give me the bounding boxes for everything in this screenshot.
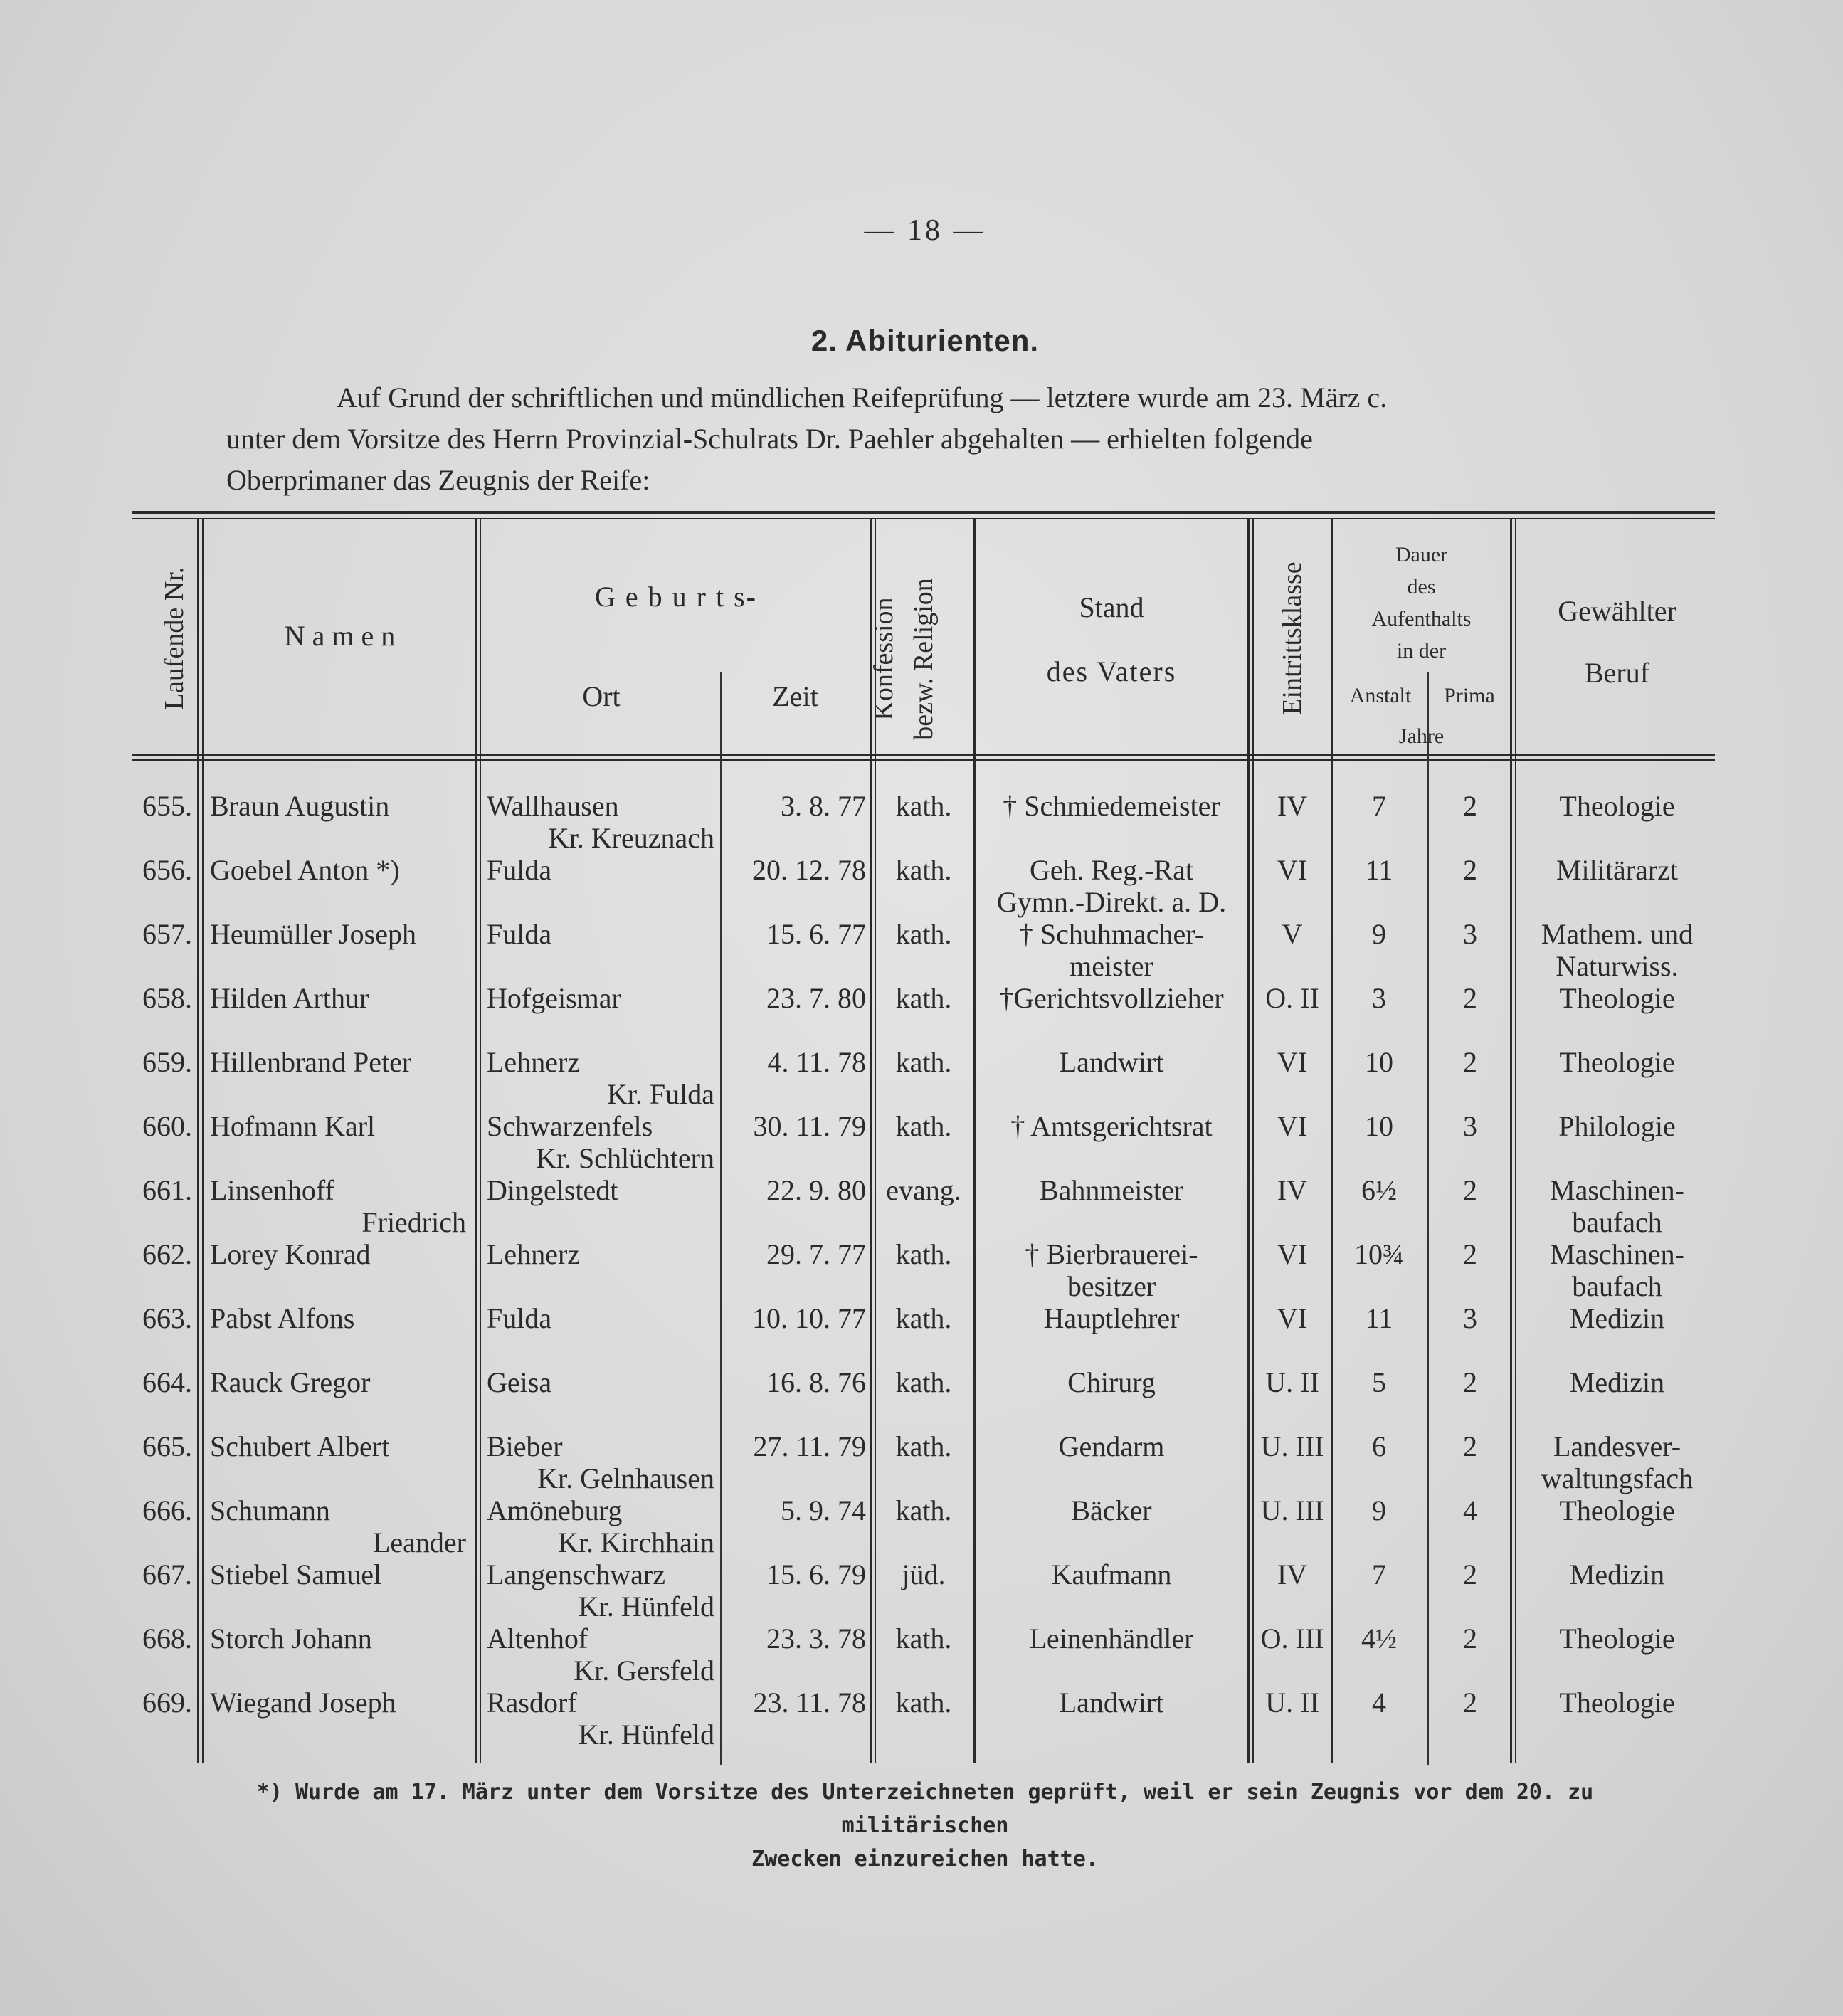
cell-prima: 2: [1463, 1558, 1477, 1590]
cell-konf: kath.: [895, 1494, 952, 1526]
header-eintrittsklasse: Eintrittsklasse: [1277, 561, 1307, 715]
cell-ort2: Kr. Gelnhausen: [537, 1462, 714, 1494]
header-dauer-line2: des: [1407, 575, 1436, 598]
column-divider: [1515, 518, 1516, 1763]
header-ort: Ort: [582, 680, 621, 712]
cell-name: Hilden Arthur: [210, 982, 369, 1014]
cell-prima: 2: [1463, 1366, 1477, 1398]
cell-konf: kath.: [895, 1687, 952, 1719]
table-top-rule-thin: [132, 518, 1715, 519]
cell-klasse: VI: [1277, 854, 1308, 886]
footnote-line-1: *) Wurde am 17. März unter dem Vorsitze des Unterzeichneten geprüft, weil er sein Zeugnis vor dem 20. zu militärischen: [256, 1780, 1594, 1838]
header-laufende-nr: Laufende Nr.: [159, 566, 189, 710]
header-geburts: G e b u r t s-: [595, 581, 757, 613]
cell-ort: Fulda: [487, 1302, 552, 1334]
cell-nr: 663.: [142, 1302, 192, 1334]
column-divider: [720, 672, 722, 1765]
cell-stand: Hauptlehrer: [1043, 1302, 1180, 1334]
section-heading: 2. Abiturienten.: [810, 324, 1040, 357]
column-divider: [475, 518, 477, 1763]
cell-ort: Altenhof: [487, 1622, 588, 1655]
cell-zeit: 23. 7. 80: [766, 982, 866, 1014]
cell-beruf: Landesver-: [1553, 1430, 1681, 1462]
cell-beruf: Theologie: [1559, 790, 1675, 822]
cell-ort: Geisa: [487, 1366, 552, 1398]
cell-zeit: 23. 3. 78: [766, 1622, 866, 1655]
cell-zeit: 30. 11. 79: [753, 1110, 866, 1142]
column-divider: [1247, 518, 1250, 1763]
cell-anstalt: 10¾: [1354, 1238, 1404, 1270]
header-konfession: [864, 552, 944, 766]
cell-beruf: Maschinen-: [1550, 1238, 1684, 1270]
cell-konf: kath.: [895, 1110, 952, 1142]
cell-name: Linsenhoff: [210, 1174, 334, 1206]
cell-klasse: IV: [1277, 1558, 1308, 1590]
cell-konf: kath.: [895, 982, 952, 1014]
cell-zeit: 10. 10. 77: [752, 1302, 866, 1334]
cell-ort: Rasdorf: [487, 1687, 577, 1719]
cell-nr: 667.: [142, 1558, 192, 1590]
cell-prima: 2: [1463, 1430, 1477, 1462]
cell-prima: 2: [1463, 790, 1477, 822]
cell-anstalt: 11: [1365, 1302, 1393, 1334]
cell-beruf: Theologie: [1559, 1494, 1675, 1526]
cell-beruf: Theologie: [1559, 982, 1675, 1014]
cell-nr: 661.: [142, 1174, 192, 1206]
cell-beruf: Philologie: [1558, 1110, 1676, 1142]
cell-konf: kath.: [895, 1238, 952, 1270]
column-divider: [480, 518, 481, 1763]
header-anstalt: Anstalt: [1349, 684, 1412, 707]
header-namen: N a m e n: [284, 620, 396, 652]
cell-zeit: 22. 9. 80: [766, 1174, 866, 1206]
cell-name2: Friedrich: [361, 1206, 466, 1238]
cell-zeit: 16. 8. 76: [766, 1366, 866, 1398]
intro-line-3: Oberprimaner das Zeugnis der Reife:: [226, 464, 650, 496]
cell-stand2: meister: [1070, 950, 1153, 982]
cell-prima: 2: [1463, 854, 1477, 886]
cell-stand: Gendarm: [1058, 1430, 1165, 1462]
cell-stand: Landwirt: [1059, 1046, 1164, 1078]
cell-name: Storch Johann: [210, 1622, 372, 1655]
cell-stand: Chirurg: [1067, 1366, 1156, 1398]
cell-prima: 2: [1463, 982, 1477, 1014]
cell-zeit: 4. 11. 78: [767, 1046, 866, 1078]
page-number: — 18 —: [864, 214, 986, 247]
cell-anstalt: 10: [1365, 1046, 1393, 1078]
cell-konf: kath.: [895, 1302, 952, 1334]
cell-ort: Amöneburg: [487, 1494, 623, 1526]
cell-anstalt: 4: [1372, 1687, 1386, 1719]
footnote-line-2: Zwecken einzureichen hatte.: [751, 1847, 1099, 1872]
cell-stand: †Gerichtsvollzieher: [999, 982, 1224, 1014]
cell-klasse: VI: [1277, 1302, 1308, 1334]
cell-nr: 669.: [142, 1687, 192, 1719]
cell-prima: 3: [1463, 1110, 1477, 1142]
cell-klasse: VI: [1277, 1238, 1308, 1270]
cell-klasse: U. II: [1265, 1687, 1319, 1719]
cell-ort2: Kr. Gersfeld: [574, 1655, 714, 1687]
cell-prima: 2: [1463, 1238, 1477, 1270]
header-prima: Prima: [1444, 684, 1495, 707]
cell-klasse: IV: [1277, 1174, 1308, 1206]
cell-stand: Bäcker: [1071, 1494, 1152, 1526]
cell-nr: 664.: [142, 1366, 192, 1398]
cell-ort: Wallhausen: [487, 790, 619, 822]
cell-ort2: Kr. Hünfeld: [578, 1719, 714, 1751]
cell-stand: Leinenhändler: [1029, 1622, 1194, 1655]
cell-ort: Schwarzenfels: [487, 1110, 653, 1142]
cell-prima: 2: [1463, 1622, 1477, 1655]
cell-beruf: Theologie: [1559, 1622, 1675, 1655]
cell-ort2: Kr. Kirchhain: [558, 1526, 714, 1558]
cell-ort: Bieber: [487, 1430, 563, 1462]
cell-name: Goebel Anton *): [210, 854, 400, 886]
cell-klasse: V: [1282, 918, 1303, 950]
cell-klasse: U. III: [1260, 1430, 1324, 1462]
footnote: [185, 1775, 1665, 1876]
cell-konf: kath.: [895, 1430, 952, 1462]
cell-ort: Dingelstedt: [487, 1174, 618, 1206]
cell-beruf: Maschinen-: [1550, 1174, 1684, 1206]
cell-stand2: besitzer: [1067, 1270, 1156, 1302]
cell-konf: jüd.: [902, 1558, 946, 1590]
cell-ort: Hofgeismar: [487, 982, 621, 1014]
cell-nr: 665.: [142, 1430, 192, 1462]
cell-konf: kath.: [895, 854, 952, 886]
cell-name: Hillenbrand Peter: [210, 1046, 412, 1078]
cell-anstalt: 5: [1372, 1366, 1386, 1398]
cell-ort: Lehnerz: [487, 1238, 581, 1270]
intro-line-1: Auf Grund der schriftlichen und mündlichen Reifeprüfung — letztere wurde am 23. März c.: [337, 381, 1388, 413]
cell-konf: kath.: [895, 918, 952, 950]
cell-beruf: Medizin: [1569, 1558, 1665, 1590]
header-dauer-line1: Dauer: [1395, 543, 1448, 566]
cell-name: Braun Augustin: [210, 790, 390, 822]
dauer-subdivider: [1427, 676, 1429, 712]
cell-name: Stiebel Samuel: [210, 1558, 382, 1590]
cell-zeit: 5. 9. 74: [781, 1494, 866, 1526]
cell-zeit: 20. 12. 78: [752, 854, 866, 886]
column-divider: [197, 518, 199, 1763]
cell-zeit: 29. 7. 77: [766, 1238, 866, 1270]
header-dauer-line4: in der: [1396, 639, 1447, 663]
cell-nr: 657.: [142, 918, 192, 950]
cell-zeit: 23. 11. 78: [753, 1687, 866, 1719]
cell-konf: kath.: [895, 790, 952, 822]
cell-klasse: VI: [1277, 1110, 1308, 1142]
header-dauer: [1334, 539, 1509, 667]
header-jahre: Jahre: [1398, 724, 1445, 748]
cell-konf: kath.: [895, 1622, 952, 1655]
cell-nr: 658.: [142, 982, 192, 1014]
cell-klasse: VI: [1277, 1046, 1308, 1078]
header-des-vaters: des Vaters: [1046, 655, 1177, 687]
cell-anstalt: 6½: [1361, 1174, 1397, 1206]
cell-stand2: Gymn.-Direkt. a. D.: [996, 886, 1227, 918]
cell-ort2: Kr. Schlüchtern: [535, 1142, 714, 1174]
cell-name: Heumüller Joseph: [210, 918, 416, 950]
cell-ort2: Kr. Kreuznach: [548, 822, 714, 854]
cell-stand: Bahnmeister: [1039, 1174, 1184, 1206]
cell-zeit: 15. 6. 77: [766, 918, 866, 950]
cell-prima: 2: [1463, 1174, 1477, 1206]
header-beruf: Beruf: [1584, 657, 1650, 689]
cell-prima: 3: [1463, 918, 1477, 950]
cell-beruf: Militärarzt: [1556, 854, 1679, 886]
cell-beruf2: waltungsfach: [1541, 1462, 1694, 1494]
intro-line-2: unter dem Vorsitze des Herrn Provinzial-Schulrats Dr. Paehler abgehalten — erhielten folgende: [226, 423, 1313, 455]
cell-beruf2: baufach: [1572, 1270, 1662, 1302]
cell-anstalt: 7: [1372, 1558, 1386, 1590]
cell-zeit: 3. 8. 77: [781, 790, 866, 822]
cell-name: Lorey Konrad: [210, 1238, 371, 1270]
table-top-rule: [132, 511, 1715, 514]
cell-anstalt: 3: [1372, 982, 1386, 1014]
cell-ort: Fulda: [487, 854, 552, 886]
cell-stand: † Amtsgerichtsrat: [1010, 1110, 1213, 1142]
cell-name: Hofmann Karl: [210, 1110, 376, 1142]
cell-konf: evang.: [886, 1174, 961, 1206]
cell-anstalt: 11: [1365, 854, 1393, 886]
cell-ort2: Kr. Hünfeld: [578, 1590, 714, 1622]
cell-stand: Landwirt: [1059, 1687, 1164, 1719]
cell-ort: Langenschwarz: [487, 1558, 665, 1590]
column-divider: [1427, 672, 1429, 1765]
cell-zeit: 15. 6. 79: [766, 1558, 866, 1590]
header-konfession-line2: bezw. Religion: [909, 578, 939, 740]
intro-paragraph: [226, 377, 1621, 501]
column-divider: [202, 518, 204, 1763]
header-konfession-line1: Konfession: [869, 597, 899, 721]
cell-stand: † Bierbrauerei-: [1025, 1238, 1198, 1270]
cell-name: Schumann: [210, 1494, 330, 1526]
header-dauer-line3: Aufenthalts: [1371, 607, 1472, 630]
header-stand: Stand: [1079, 591, 1144, 623]
cell-beruf2: Naturwiss.: [1556, 950, 1679, 982]
cell-prima: 2: [1463, 1687, 1477, 1719]
cell-stand: † Schuhmacher-: [1018, 918, 1205, 950]
cell-klasse: U. II: [1265, 1366, 1319, 1398]
cell-klasse: O. II: [1265, 982, 1319, 1014]
cell-name: Wiegand Joseph: [210, 1687, 396, 1719]
cell-nr: 660.: [142, 1110, 192, 1142]
cell-beruf: Theologie: [1559, 1046, 1675, 1078]
cell-anstalt: 9: [1372, 918, 1386, 950]
column-divider: [973, 518, 976, 1763]
cell-beruf: Mathem. und: [1541, 918, 1694, 950]
cell-prima: 2: [1463, 1046, 1477, 1078]
cell-anstalt: 7: [1372, 790, 1386, 822]
cell-name: Pabst Alfons: [210, 1302, 355, 1334]
cell-stand: Geh. Reg.-Rat: [1030, 854, 1193, 886]
cell-stand: † Schmiedemeister: [1003, 790, 1220, 822]
cell-klasse: IV: [1277, 790, 1308, 822]
cell-stand: Kaufmann: [1051, 1558, 1172, 1590]
cell-nr: 655.: [142, 790, 192, 822]
column-divider: [1510, 518, 1512, 1763]
cell-anstalt: 10: [1365, 1110, 1393, 1142]
cell-beruf: Theologie: [1559, 1687, 1675, 1719]
cell-name2: Leander: [372, 1526, 466, 1558]
header-zeit: Zeit: [772, 680, 818, 712]
cell-konf: kath.: [895, 1046, 952, 1078]
cell-nr: 659.: [142, 1046, 192, 1078]
cell-name: Schubert Albert: [210, 1430, 390, 1462]
cell-prima: 3: [1463, 1302, 1477, 1334]
cell-klasse: U. III: [1260, 1494, 1324, 1526]
cell-klasse: O. III: [1260, 1622, 1324, 1655]
header-gewaehlter: Gewählter: [1558, 595, 1676, 627]
cell-prima: 4: [1463, 1494, 1477, 1526]
cell-nr: 666.: [142, 1494, 192, 1526]
cell-konf: kath.: [895, 1366, 952, 1398]
cell-nr: 668.: [142, 1622, 192, 1655]
cell-ort2: Kr. Fulda: [606, 1078, 714, 1110]
cell-nr: 662.: [142, 1238, 192, 1270]
cell-beruf: Medizin: [1569, 1302, 1665, 1334]
cell-zeit: 27. 11. 79: [753, 1430, 866, 1462]
cell-ort: Fulda: [487, 918, 552, 950]
cell-anstalt: 9: [1372, 1494, 1386, 1526]
cell-beruf2: baufach: [1572, 1206, 1662, 1238]
cell-beruf: Medizin: [1569, 1366, 1665, 1398]
cell-name: Rauck Gregor: [210, 1366, 371, 1398]
cell-anstalt: 6: [1372, 1430, 1386, 1462]
cell-nr: 656.: [142, 854, 192, 886]
cell-anstalt: 4½: [1361, 1622, 1397, 1655]
cell-ort: Lehnerz: [487, 1046, 581, 1078]
